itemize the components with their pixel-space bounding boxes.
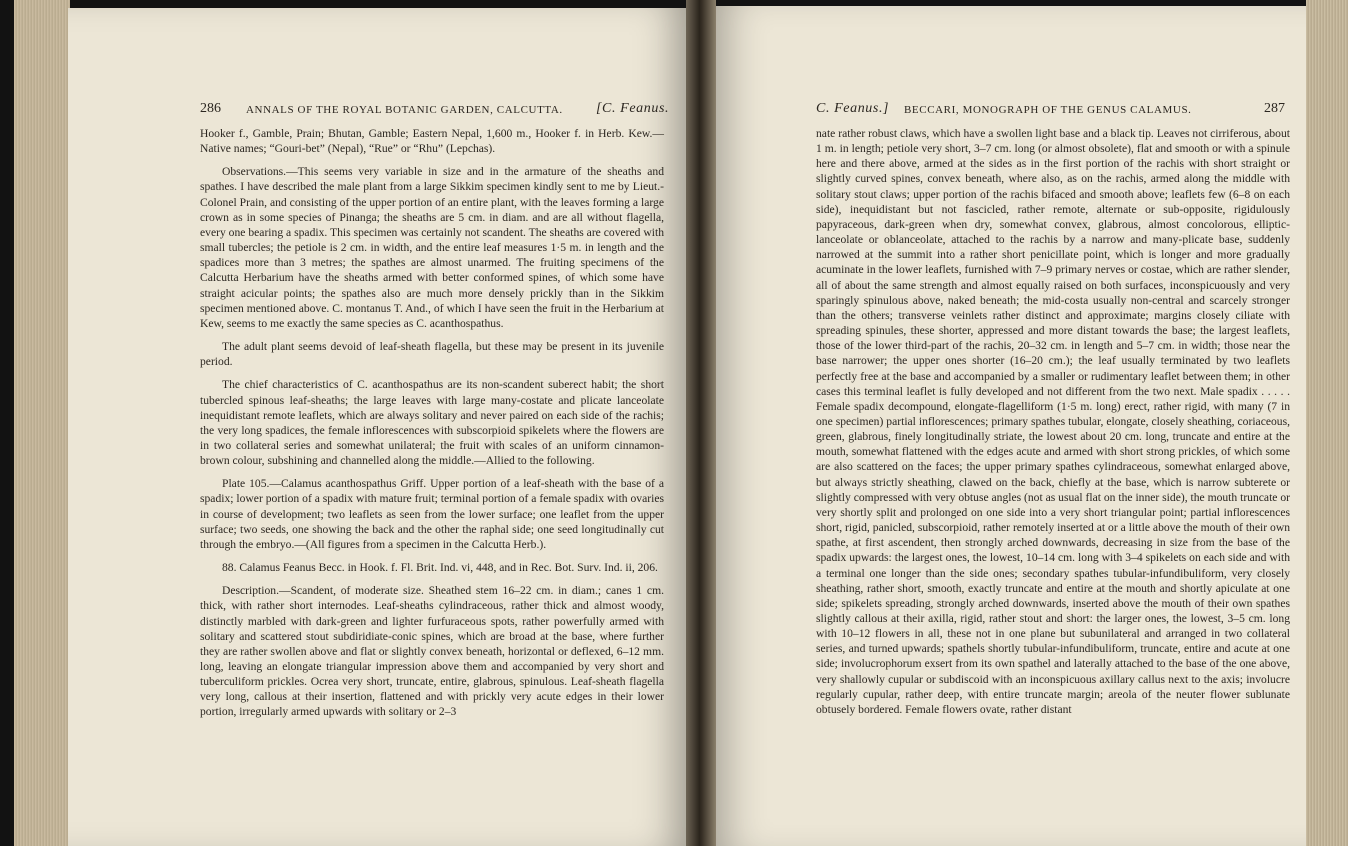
- left-page-number: 286: [200, 101, 221, 116]
- right-text-column: [816, 126, 1290, 717]
- book-fore-edge-left: [14, 0, 70, 846]
- paragraph: The adult plant seems devoid of leaf-sheath flagella, but these may be present in its juvenile period.: [200, 340, 664, 369]
- right-running-head: BECCARI, MONOGRAPH OF THE GENUS CALAMUS.: [904, 104, 1192, 116]
- book-fore-edge-right: [1306, 0, 1348, 846]
- left-running-head: ANNALS OF THE ROYAL BOTANIC GARDEN, CALCUTTA.: [246, 104, 563, 116]
- species-heading: 88. Calamus Feanus Becc. in Hook. f. Fl. Brit. Ind. vi, 448, and in Rec. Bot. Surv. Ind. ii, 206.: [222, 561, 658, 575]
- paragraph: The chief characteristics of C. acanthospathus are its non-scandent suberect habit; the short tubercled spinous leaf-sheaths; the large leaves with large many-costate and plicate lanceolate inequidistant remote leaflets, which are always solitary and never paired on each side of the rachis; the very long spadices, the female inflorescences with subscorpioid spikelets where the flowers are in two collateral series and somewhat unilateral; the fruit with scales of an uniform cinnamon-brown colour, subshining and channelled along the middle.—Allied to the following.: [200, 378, 664, 468]
- right-running-head-species: C. Feanus.]: [816, 101, 890, 116]
- left-text-column: [200, 126, 664, 720]
- paragraph: Observations.—This seems very variable in size and in the armature of the sheaths and spathes. I have described the male plant from a large Sikkim specimen kindly sent to me by Lieut.-Colonel Prain, and consisting of the upper portion of an entire plant, with the leaves forming a large crown as in some species of Pinanga; the sheaths are 5 cm. in diam. and are all without flagella, every one bearing a spadix. This specimen was certainly not scandent. The sheaths are covered with small tubercles; the petiole is 2 cm. in width, and the entire leaf measures 1·5 m. in length and the spadices more than 3 metres; the spathes are almost unarmed. The fruiting specimens of the Calcutta Herbarium have the sheaths armed with better conformed spines, of which some have straight acicular points; the spathes also are much more densely prickly than in the Sikkim specimen mentioned above. C. montanus T. And., of which I have seen the fruit in the Herbarium at Kew, seems to me exactly the same species as C. acanthospathus.: [200, 165, 664, 330]
- plate-caption: Plate 105.—Calamus acanthospathus Griff. Upper portion of a leaf-sheath with the base of a spadix; lower portion of a spadix with mature fruit; terminal portion of a female spadix with ovaries in course of development; two leaflets as seen from the lower surface; one leaflet from the upper surface; two seeds, one showing the back and the other the raphal side; one seed longitudinally cut through the embryo.—(All figures from a specimen in the Calcutta Herb.).: [200, 477, 664, 551]
- right-page-number: 287: [1264, 101, 1285, 116]
- paragraph: Description.—Scandent, of moderate size. Sheathed stem 16–22 cm. in diam.; canes 1 cm. thick, with rather short internodes. Leaf-sheaths cylindraceous, rather thick and almost woody, distinctly marbled with dark-green and lighter furfuraceous spots, rather powerfully armed with solitary and scattered stout subdiridiate-conic spines, which are broad at the base, where further they are rather swollen above and flat or slightly convex beneath, horizontal or deflexed, 6–12 mm. long, leaving an elongate triangular impression above them and accompanied by very short and tuberculiform prickles. Ocrea very short, truncate, entire, glabrous, spinulous. Leaf-sheath flagella very long, callous at their insertion, flattened and with prickly very acute edges in their lower portion, irregularly armed upwards with solitary or 2–3: [200, 584, 664, 719]
- paragraph: nate rather robust claws, which have a swollen light base and a black tip. Leaves not cirriferous, about 1 m. in length; petiole very short, 3–7 cm. long (or almost obsolete), flat and smooth or with a spinule here and there above, armed at the sides as in the first portion of the rachis with short straight or slightly curved spines, convex beneath, where also, as on the rachis, armed along the middle with solitary stout claws; upper portion of the rachis bifaced and smooth above; leaflets few (6–8 on each side), inequidistant but not fascicled, rather remote, alternate or sub-opposite, rigidulously papyraceous, dark-green when dry, somewhat convex, glabrous, almost concolorous, elliptic-lanceolate or oblanceolate, attached to the rachis by a narrow and many-plicate base, suddenly narrowed at the summit into a rather short penicillate point, which is longer and more gradually acuminate in the lower leaflets, furnished with 7–9 primary nerves or costae, which are rather slender, all of about the same strength and almost equally raised on both surfaces, inconspicuously and very sparingly spinulous above, naked beneath; the mid-costa usually non-central and scarcely stronger than the others; transverse veinlets rather distinct and approximate; margins closely ciliate with spreading spinules, these shorter, appressed and more distant towards the base; the largest leaflets, those of the lower third-part of the rachis, 20–32 cm. in length and 5–7 cm. in width; those near the base narrower; the upper ones shorter (16–20 cm.); the leaf usually terminated by two leaflets perfectly free at the base and accompanied by a smaller or rudimentary leaflet between them; in other cases this terminal leaflet is fully developed and not different from the two next. Male spadix . . . . . Female spadix decompound, elongate-flagelliform (1·5 m. long) erect, rather rigid, with many (7 in one specimen) partial inflorescences; primary spathes tubular, elongate, closely sheathing, coriaceous, green, glabrous, finely longitudinally striate, the lowest about 20 cm. long, truncate and entire at the mouth, somewhat flattened with the edges acute and armed with short strong prickles, of which some are also scattered on the faces; the upper primary spathes cylindraceous, somewhat enlarged above, but always strictly sheathing, clawed on the back, chiefly at the base, which is narrow subterete or slightly compressed with very obtuse angles (not as usual flat on the inner side), the mouth truncate or very shortly split and prolonged on one side into a very short triangular point; partial inflorescences short, rigid, panicled, subscorpioid, rather remotely inserted at or a little above the mouth of their own spathe, at first ascendent, then strongly arched downwards, decreasing in size from the base of the spadix upwards: the largest ones, the lowest, 10–14 cm. long with 3–4 spikelets on each side and with a terminal one longer than the side ones; secondary spathes tubular-infundibuliform, very closely sheathing, rather short, smooth, exactly truncate and entire at the mouth and shortly apiculate at one side; spikelets spreading, strongly arched downwards, inserted above the mouth of their own spathes slightly callous at their axilla, rigid, rather stout and short: the larger ones, the lowest, 3–5 cm. long with 10–12 flowers in all, these not in one plane but subunilateral and arranged in two collateral series, and turned upwards; spathels shortly tubular-infundibuliform, truncate, entire and acute at one side; involucrophorum exsert from its own spathel and laterally attached to the base of the one above, very shallowly cupular or subdiscoid with an inconspicuous axillary callus next to the axis; involucre regularly cupular, rather deep, with entire truncate margin; areola of the neuter flower sublunate obtusely bordered. Female flowers ovate, rather distant: [816, 127, 1290, 716]
- left-running-head-species: [C. Feanus.: [596, 101, 670, 116]
- paragraph: Hooker f., Gamble, Prain; Bhutan, Gamble; Eastern Nepal, 1,600 m., Hooker f. in Herb. Kew.—Native names; “Gouri-bet” (Nepal), “Rue” or “Rhu” (Lepchas).: [200, 127, 664, 156]
- book-gutter: [686, 0, 716, 846]
